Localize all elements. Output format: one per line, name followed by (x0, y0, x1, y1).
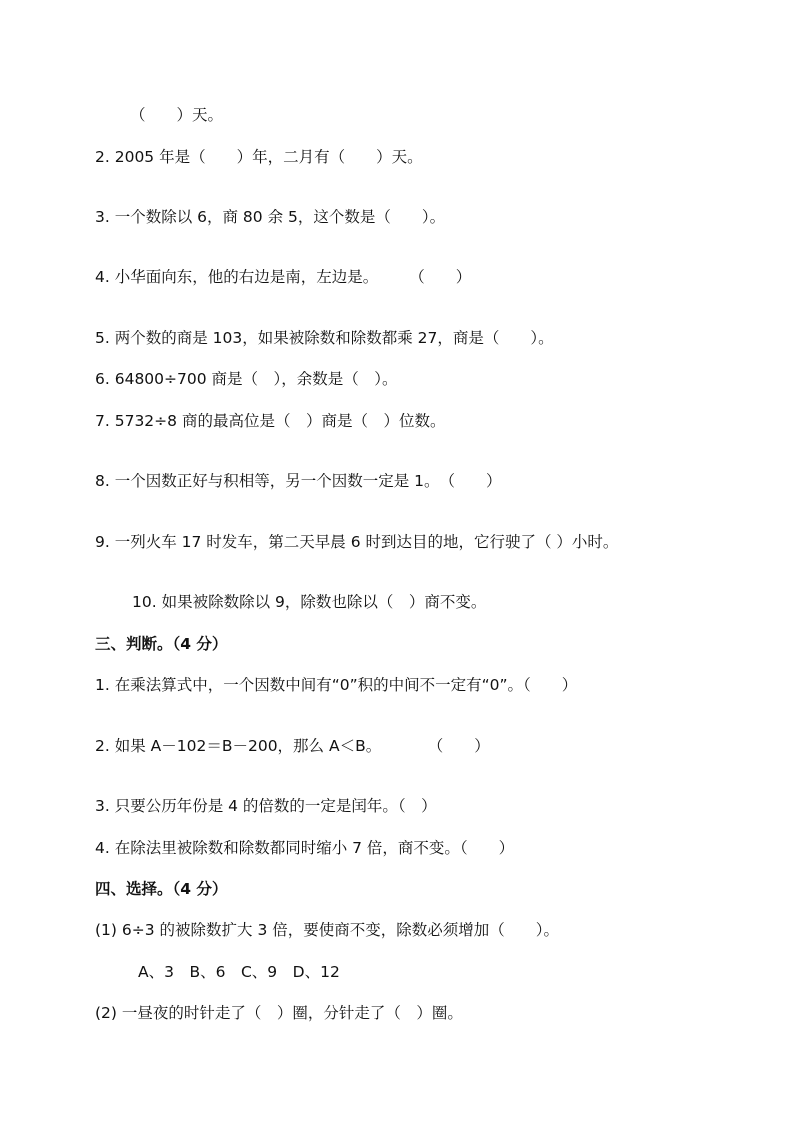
fill-blank-question-5: 5. 两个数的商是 103，如果被除数和除数都乘 27，商是（ ）。 (95, 329, 554, 347)
fill-blank-question-2: 2. 2005 年是（ ）年，二月有（ ）天。 (95, 148, 423, 166)
judgement-question-1: 1. 在乘法算式中，一个因数中间有“0”积的中间不一定有“0”。（ ） (95, 676, 578, 694)
judgement-question-3: 3. 只要公历年份是 4 的倍数的一定是闰年。（ ） (95, 797, 437, 815)
choice-question-1-options: A、3 B、6 C、9 D、12 (138, 963, 340, 981)
fill-blank-question-4: 4. 小华面向东，他的右边是南，左边是。 （ ） (95, 268, 472, 286)
fill-blank-question-7: 7. 5732÷8 商的最高位是（ ）商是（ ）位数。 (95, 412, 446, 430)
judgement-question-2: 2. 如果 A－102＝B－200，那么 A＜B。 （ ） (95, 737, 490, 755)
choice-question-2: (2) 一昼夜的时针走了（ ）圈，分针走了（ ）圈。 (95, 1004, 463, 1022)
fill-blank-question-10: 10. 如果被除数除以 9，除数也除以（ ）商不变。 (132, 593, 487, 611)
judgement-question-4: 4. 在除法里被除数和除数都同时缩小 7 倍，商不变。（ ） (95, 839, 515, 857)
fill-blank-question-6: 6. 64800÷700 商是（ ），余数是（ ）。 (95, 370, 398, 388)
fill-blank-question-3: 3. 一个数除以 6，商 80 余 5，这个数是（ ）。 (95, 208, 446, 226)
q1-continued-line: （ ）天。 (130, 106, 224, 124)
fill-blank-question-8: 8. 一个因数正好与积相等，另一个因数一定是 1。 （ ） (95, 472, 502, 490)
choice-question-1: (1) 6÷3 的被除数扩大 3 倍，要使商不变，除数必须增加（ ）。 (95, 921, 559, 939)
section-choice-heading: 四、选择。（4 分） (95, 880, 228, 898)
fill-blank-question-9: 9. 一列火车 17 时发车，第二天早晨 6 时到达目的地，它行驶了（ ）小时。 (95, 533, 619, 551)
section-judgement-heading: 三、判断。（4 分） (95, 635, 228, 653)
